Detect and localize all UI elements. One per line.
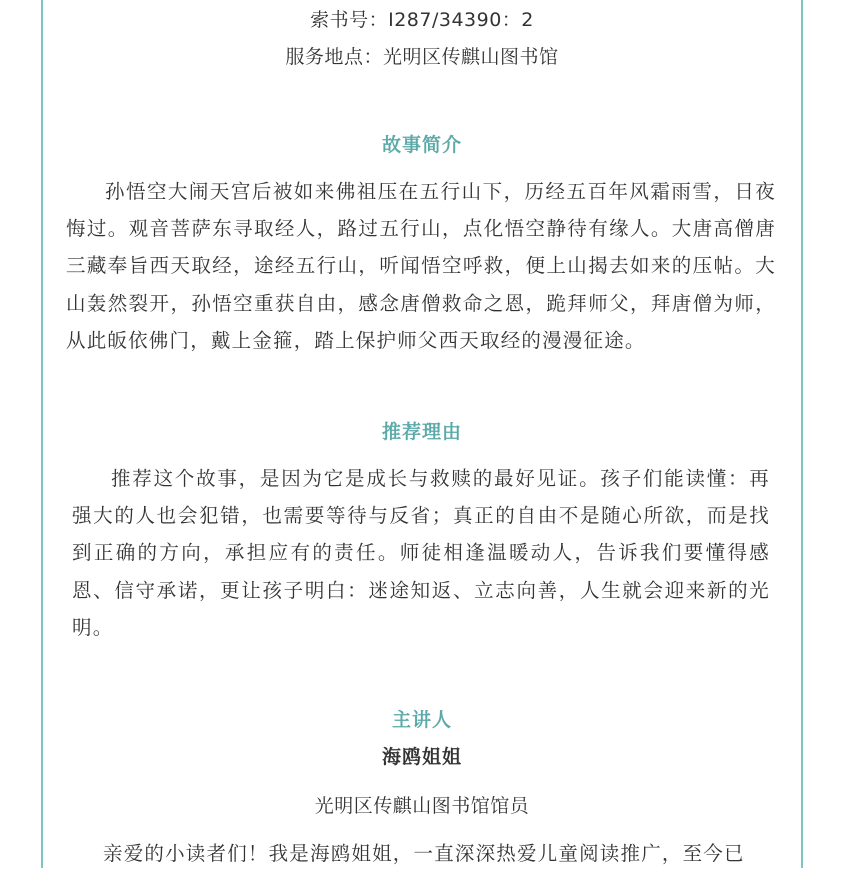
speaker-name: 海鸥姐姐 [381,746,462,768]
service-location: 服务地点：光明区传麒山图书馆 [285,46,559,68]
recommendation-heading: 推荐理由 [381,421,462,443]
speaker-title: 光明区传麒山图书馆馆员 [314,795,530,817]
speaker-heading: 主讲人 [391,709,452,731]
call-number: 索书号：I287/34390：2 [310,9,534,31]
story-intro-heading: 故事简介 [381,134,462,156]
story-intro-text: 孙悟空大闹天宫后被如来佛祖压在五行山下，历经五百年风霜雨雪，日夜悔过。观音菩萨东寻取经人，路过五行山，点化悟空静待有缘人。大唐高僧唐三藏奉旨西天取经，途经五行山，听闻悟空呼救，便上山揭去如来的压帖。大山轰然裂开，孙悟空重获自由，感念唐僧救命之恩，跪拜师父，拜唐僧为师，从此皈依佛门，戴上金箍，踏上保护师父西天取经的漫漫征途。 [66,180,776,352]
speaker-intro-text: 亲爱的小读者们！我是海鸥姐姐，一直深深热爱儿童阅读推广，至今已 [103,842,745,865]
recommendation-text: 推荐这个故事，是因为它是成长与救赎的最好见证。孩子们能读懂：再强大的人也会犯错，也需要等待与反省；真正的自由不是随心所欲，而是找到正确的方向，承担应有的责任。师徒相逢温暖动人，告诉我们要懂得感恩、信守承诺，更让孩子明白：迷途知返、立志向善，人生就会迎来新的光明。 [72,467,770,639]
